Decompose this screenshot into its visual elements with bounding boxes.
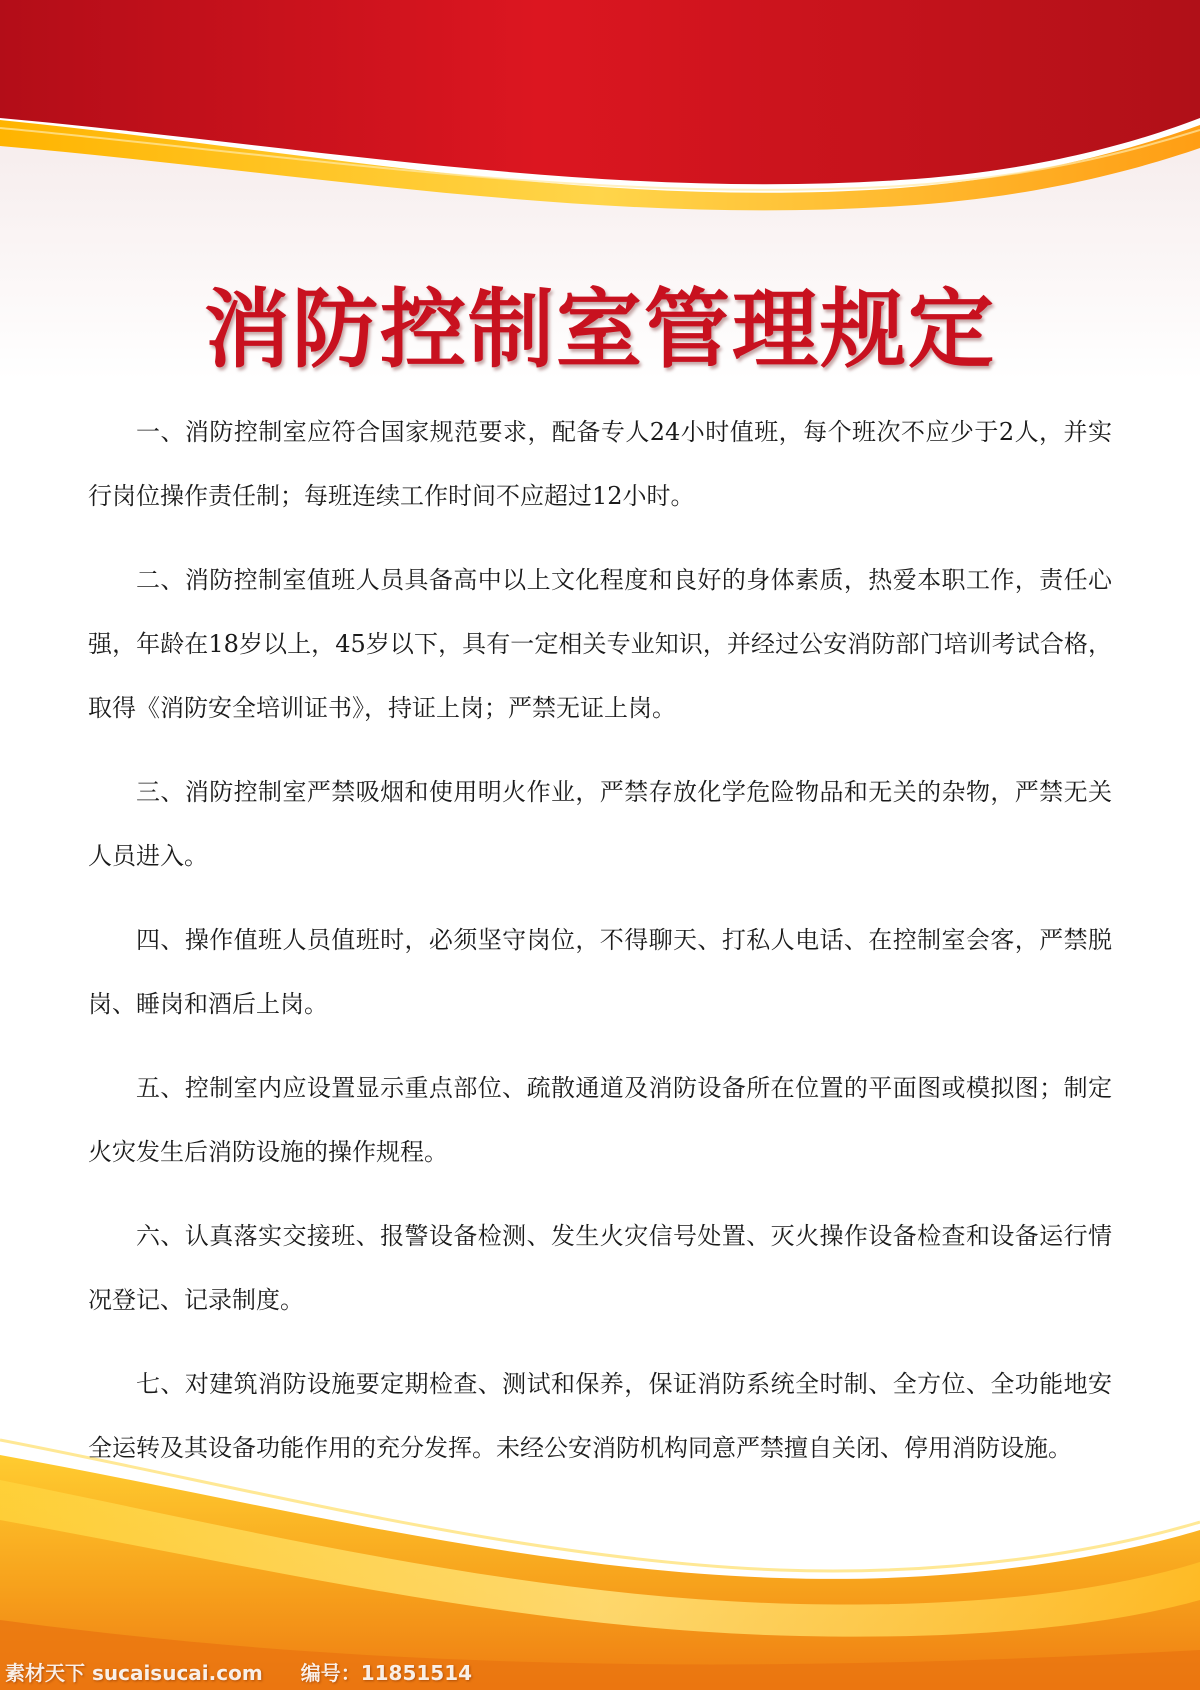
clause-5: 五、控制室内应设置显示重点部位、疏散通道及消防设备所在位置的平面图或模拟图；制定火灾发生后消防设施的操作规程。: [88, 1074, 1112, 1166]
clause-1: 一、消防控制室应符合国家规范要求，配备专人24小时值班，每个班次不应少于2人，并实行岗位操作责任制；每班连续工作时间不应超过12小时。: [88, 418, 1112, 510]
watermark-id: 编号：11851514: [300, 1660, 473, 1685]
watermark: [5, 1655, 472, 1687]
clause-3: 三、消防控制室严禁吸烟和使用明火作业，严禁存放化学危险物品和无关的杂物，严禁无关人员进入。: [88, 778, 1112, 870]
watermark-site: 素材天下 sucaisucai.com: [5, 1660, 263, 1685]
page-title: 消防控制室管理规定: [204, 279, 996, 380]
clause-7: 七、对建筑消防设施要定期检查、测试和保养，保证消防系统全时制、全方位、全功能地安全运转及其设备功能作用的充分发挥。未经公安消防机构同意严禁擅自关闭、停用消防设施。: [88, 1370, 1112, 1462]
clause-2: 二、消防控制室值班人员具备高中以上文化程度和良好的身体素质，热爱本职工作，责任心强，年龄在18岁以上，45岁以下，具有一定相关专业知识，并经过公安消防部门培训考试合格，取得《消防安全培训证书》，持证上岗；严禁无证上岗。: [88, 566, 1112, 722]
clause-4: 四、操作值班人员值班时，必须坚守岗位，不得聊天、打私人电话、在控制室会客，严禁脱岗、睡岗和酒后上岗。: [88, 926, 1112, 1018]
clause-6: 六、认真落实交接班、报警设备检测、发生火灾信号处置、灭火操作设备检查和设备运行情况登记、记录制度。: [88, 1222, 1112, 1314]
regulation-body: [88, 400, 1112, 1500]
